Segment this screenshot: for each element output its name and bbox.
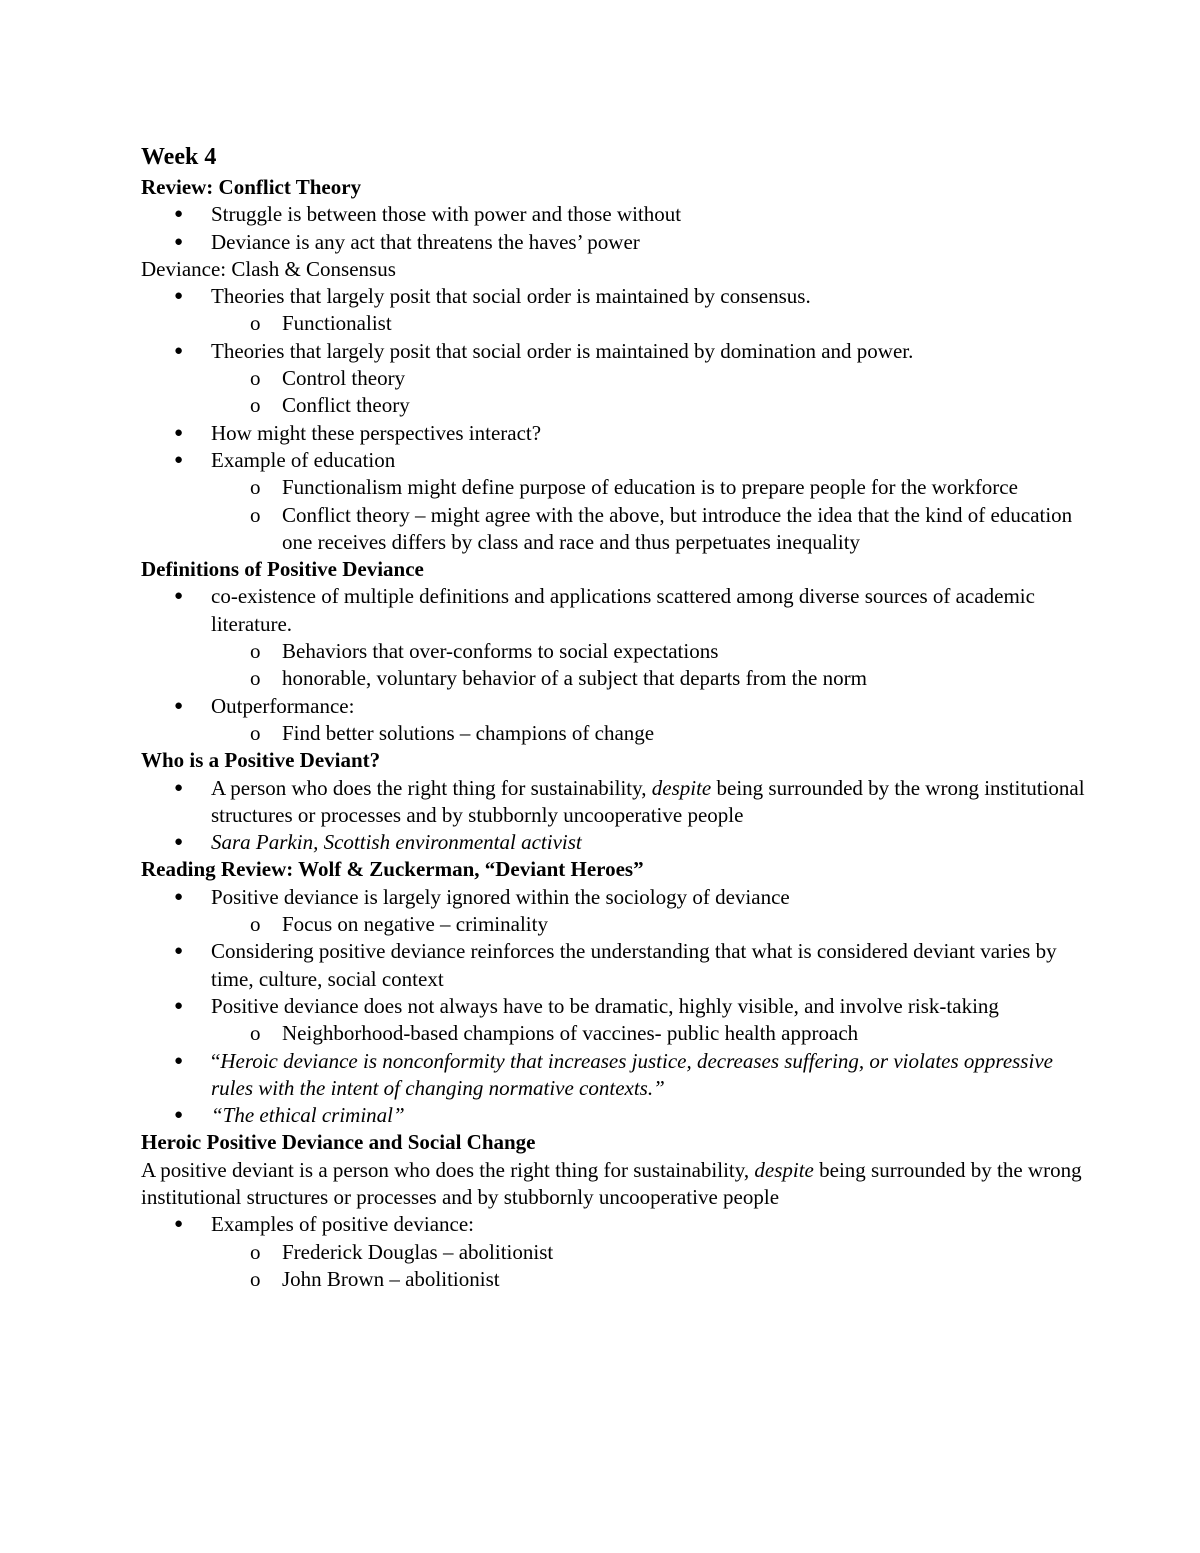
paragraph: A positive deviant is a person who does the right thing for sustainability, despite being surrounded by the wrong institutional structures or processes and by stubbornly uncooperative people <box>141 1157 1082 1209</box>
list-item: ● Outperformance: <box>141 693 1091 720</box>
list-item: ● Positive deviance does not always have to be dramatic, highly visible, and involve risk-taking <box>141 993 1091 1020</box>
bullet-icon: ● <box>174 943 184 960</box>
sub-list-item: o Neighborhood-based champions of vaccines- public health approach <box>141 1020 1091 1047</box>
list-item: ● Example of education <box>141 447 1091 474</box>
circle-bullet-icon: o <box>250 502 261 527</box>
circle-bullet-icon: o <box>250 720 261 745</box>
list-item: ● A person who does the right thing for sustainability, despite being surrounded by the wrong institutional structures or processes and by stubbornly uncooperative people <box>174 775 1085 827</box>
sub-list-item: o Functionalism might define purpose of education is to prepare people for the workforce <box>141 474 1091 501</box>
circle-bullet-icon: o <box>250 912 261 937</box>
circle-bullet-icon: o <box>250 393 261 418</box>
circle-bullet-icon: o <box>250 311 261 336</box>
sub-list-item: o Functionalist <box>141 310 1091 337</box>
list-item: ● co-existence of multiple definitions and applications scattered among diverse sources of academic literature. <box>174 584 1035 636</box>
sub-list-item: o Focus on negative – criminality <box>141 911 1091 938</box>
bullet-icon: ● <box>174 888 184 905</box>
bullet-icon: ● <box>174 233 184 250</box>
sub-list-item: o Frederick Douglas – abolitionist <box>141 1239 1091 1266</box>
bullet-icon: ● <box>174 288 184 305</box>
sub-list-item: o Find better solutions – champions of change <box>141 720 1091 747</box>
bullet-icon: ● <box>174 342 184 359</box>
bullet-icon: ● <box>174 1052 184 1069</box>
list-item: ● Struggle is between those with power and those without <box>141 201 1091 228</box>
circle-bullet-icon: o <box>250 666 261 691</box>
list-item: ● Sara Parkin, Scottish environmental activist <box>141 829 1091 856</box>
bullet-icon: ● <box>174 206 184 223</box>
sub-list-item: o Conflict theory – might agree with the above, but introduce the idea that the kind of education one receives differs by class and race and thus perpetuates inequality <box>250 502 1073 554</box>
bullet-icon: ● <box>174 997 184 1014</box>
document-page <box>141 142 1091 1293</box>
list-item: ● “The ethical criminal” <box>141 1102 1091 1129</box>
bullet-icon: ● <box>174 424 184 441</box>
circle-bullet-icon: o <box>250 366 261 391</box>
list-item: ● Considering positive deviance reinforces the understanding that what is considered deviant varies by time, culture, social context <box>174 939 1057 991</box>
heading-heroic-positive-deviance: Heroic Positive Deviance and Social Change <box>141 1130 536 1155</box>
list-item: ● Deviance is any act that threatens the haves’ power <box>141 229 1091 256</box>
heading-definitions: Definitions of Positive Deviance <box>141 557 424 582</box>
heading-who-is-positive-deviant: Who is a Positive Deviant? <box>141 748 381 773</box>
list-item: ● Examples of positive deviance: <box>141 1211 1091 1238</box>
list-item: ● Positive deviance is largely ignored within the sociology of deviance <box>141 884 1091 911</box>
bullet-icon: ● <box>174 1107 184 1124</box>
bullet-icon: ● <box>174 834 184 851</box>
circle-bullet-icon: o <box>250 639 261 664</box>
circle-bullet-icon: o <box>250 1239 261 1264</box>
sub-list-item: o honorable, voluntary behavior of a subject that departs from the norm <box>141 665 1091 692</box>
page-title: Week 4 <box>141 144 217 170</box>
heading-clash-consensus: Deviance: Clash & Consensus <box>141 256 396 281</box>
list-item: ● How might these perspectives interact? <box>141 420 1091 447</box>
list-item: ● Theories that largely posit that social order is maintained by domination and power. <box>141 338 1091 365</box>
circle-bullet-icon: o <box>250 475 261 500</box>
circle-bullet-icon: o <box>250 1266 261 1291</box>
bullet-icon: ● <box>174 588 184 605</box>
bullet-icon: ● <box>174 697 184 714</box>
list-item: ● “Heroic deviance is nonconformity that increases justice, decreases suffering, or violates oppressive rules with the intent of changing normative contexts.” <box>174 1048 1053 1100</box>
sub-list-item: o Conflict theory <box>141 392 1091 419</box>
list-item: ● Theories that largely posit that social order is maintained by consensus. <box>141 283 1091 310</box>
bullet-icon: ● <box>174 451 184 468</box>
sub-list-item: o John Brown – abolitionist <box>141 1266 1091 1293</box>
sub-list-item: o Behaviors that over-conforms to social expectations <box>141 638 1091 665</box>
heading-reading-review: Reading Review: Wolf & Zuckerman, “Deviant Heroes” <box>141 857 644 882</box>
bullet-icon: ● <box>174 1216 184 1233</box>
circle-bullet-icon: o <box>250 1021 261 1046</box>
sub-list-item: o Control theory <box>141 365 1091 392</box>
bullet-icon: ● <box>174 779 184 796</box>
heading-review-conflict-theory: Review: Conflict Theory <box>141 175 362 199</box>
